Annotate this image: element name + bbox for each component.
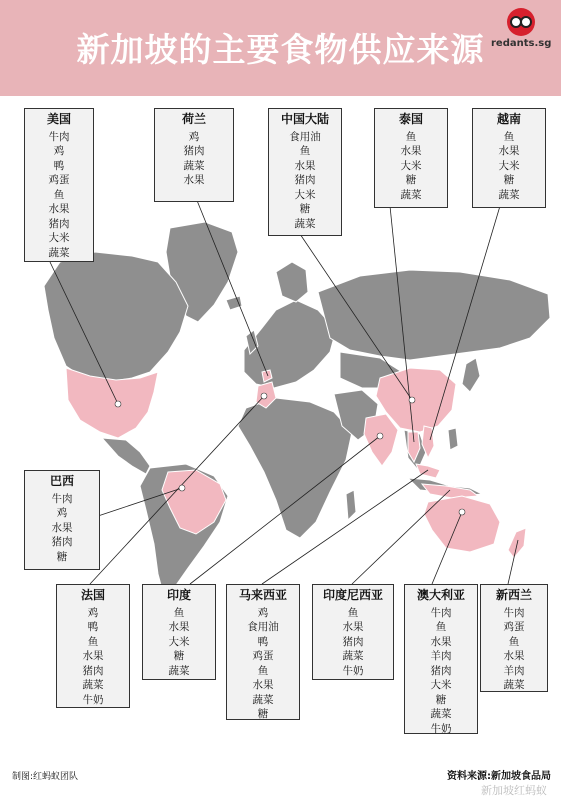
food-item: 鸭 [53,159,65,172]
food-item: 牛肉 [48,130,70,143]
dot-china [409,397,415,403]
country-name: 印度 [166,588,191,602]
madagascar [346,490,356,520]
country-name: 马来西亚 [238,588,287,602]
country-box-vietnam [472,108,546,208]
food-item: 蔬菜 [252,693,274,706]
country-name: 泰国 [398,112,423,126]
food-item: 牛奶 [82,693,104,706]
food-item: 水果 [51,521,73,534]
japan [462,358,480,392]
africa [238,398,352,538]
food-item: 鸭 [257,635,269,648]
country-name: 新西兰 [495,588,532,602]
food-item: 鸡 [87,606,99,619]
food-item: 蔬菜 [82,679,104,691]
food-item: 鱼 [503,130,515,143]
food-item: 水果 [503,650,525,662]
header-banner [0,0,561,96]
food-item: 蔬菜 [168,664,190,677]
food-item: 猪肉 [82,664,104,677]
food-item: 水果 [498,145,520,157]
food-item: 糖 [405,174,417,186]
country-box-australia [404,584,478,734]
dot-india [377,433,383,439]
country-box-france [56,584,130,708]
food-item: 羊肉 [503,664,525,677]
iceland [226,296,242,310]
food-item: 猪肉 [183,145,205,157]
food-item: 水果 [48,203,70,215]
food-item: 鱼 [53,188,65,201]
watermark-text: 新加坡红蚂蚁 [481,784,547,797]
country-box-china [268,108,342,236]
food-item: 牛奶 [342,664,364,677]
food-item: 水果 [294,159,316,172]
food-item: 鸡蛋 [252,650,274,662]
food-list [25,492,99,565]
food-item: 蔬菜 [498,188,520,201]
food-item: 猪肉 [48,217,70,230]
country-box-brazil [24,470,100,570]
food-item: 糖 [435,693,447,706]
food-item: 鸡蛋 [503,621,525,633]
source-text: 资料来源:新加坡食品局 [447,771,551,782]
food-list [155,130,233,188]
food-item: 糖 [299,203,311,215]
food-item: 猪肉 [430,664,452,677]
food-list [269,130,341,232]
food-item: 鸡 [56,507,68,519]
food-item: 水果 [82,650,104,662]
food-item: 蔬菜 [294,217,316,230]
country-name: 印度尼西亚 [322,588,383,602]
food-list [481,606,547,693]
dot-brazil [179,485,185,491]
food-item: 鱼 [435,621,447,633]
food-item: 鸭 [87,621,99,633]
central-america [102,438,150,474]
food-item: 蔬菜 [430,708,452,720]
food-item: 鱼 [257,664,269,677]
food-item: 牛奶 [430,722,452,735]
food-item: 水果 [400,145,422,157]
red-ant-logo-icon [507,8,535,36]
food-item: 大米 [294,188,316,201]
russia [318,270,550,360]
food-item: 鸡 [53,145,65,157]
food-item: 蔬菜 [400,188,422,201]
food-item: 大米 [498,159,520,172]
food-list [227,606,299,722]
food-item: 糖 [56,550,68,563]
food-item: 鱼 [347,606,359,619]
food-list [405,606,477,737]
india-highlight [364,414,398,466]
philippines [448,428,458,450]
food-item: 大米 [430,679,452,691]
food-item: 猪肉 [51,536,73,548]
food-item: 蔬菜 [342,650,364,662]
food-item: 水果 [252,679,274,691]
page-title: 新加坡的主要食物供应来源 [76,30,485,69]
food-item: 鸡 [257,606,269,619]
food-item: 食用油 [289,130,321,143]
country-name: 美国 [46,112,71,126]
country-name: 法国 [80,588,105,602]
food-item: 猪肉 [342,635,364,648]
food-item: 水果 [168,621,190,633]
country-name: 荷兰 [181,112,206,126]
leader-indonesia [352,490,450,584]
food-item: 鱼 [173,606,185,619]
food-item: 牛肉 [503,606,525,619]
credit-text: 制图:红蚂蚁团队 [12,772,79,782]
dot-france [261,393,267,399]
country-name: 澳大利亚 [416,588,465,602]
country-box-indonesia [312,584,394,680]
logo [491,8,551,49]
food-item: 牛肉 [51,492,73,505]
food-item: 鱼 [508,635,520,648]
logo-text: redants.sg [491,38,552,49]
food-item: 羊肉 [430,650,452,662]
food-item: 糖 [503,174,515,186]
country-name: 越南 [496,112,521,126]
food-item: 蔬菜 [183,159,205,172]
food-item: 大米 [168,635,190,648]
food-list [313,606,393,679]
country-box-india [142,584,216,680]
country-box-netherlands [154,108,234,202]
country-box-thailand [374,108,448,208]
food-item: 鱼 [405,130,417,143]
country-name: 中国大陆 [280,112,329,126]
food-list [25,130,93,261]
food-item: 鸡 [188,130,200,143]
food-item: 牛肉 [430,606,452,619]
food-item: 鸡蛋 [48,174,70,186]
food-list [375,130,447,203]
country-name: 巴西 [49,474,74,488]
food-item: 食用油 [247,621,279,633]
country-box-usa [24,108,94,262]
food-list [473,130,545,203]
food-item: 蔬菜 [503,679,525,691]
food-item: 糖 [173,650,185,662]
food-item: 水果 [342,621,364,633]
food-item: 大米 [400,159,422,172]
canada [44,252,188,382]
food-list [57,606,129,708]
dot-usa [115,401,121,407]
food-list [143,606,215,679]
food-item: 水果 [430,635,452,648]
scandinavia [276,262,308,302]
country-box-malaysia [226,584,300,720]
country-box-new-zealand [480,584,548,692]
food-item: 猪肉 [294,174,316,186]
dot-australia [459,509,465,515]
food-item: 糖 [257,708,269,720]
food-item: 鱼 [87,635,99,648]
food-item: 鱼 [299,145,311,157]
food-item: 水果 [183,174,205,186]
food-item: 蔬菜 [48,246,70,259]
food-item: 大米 [48,232,70,244]
